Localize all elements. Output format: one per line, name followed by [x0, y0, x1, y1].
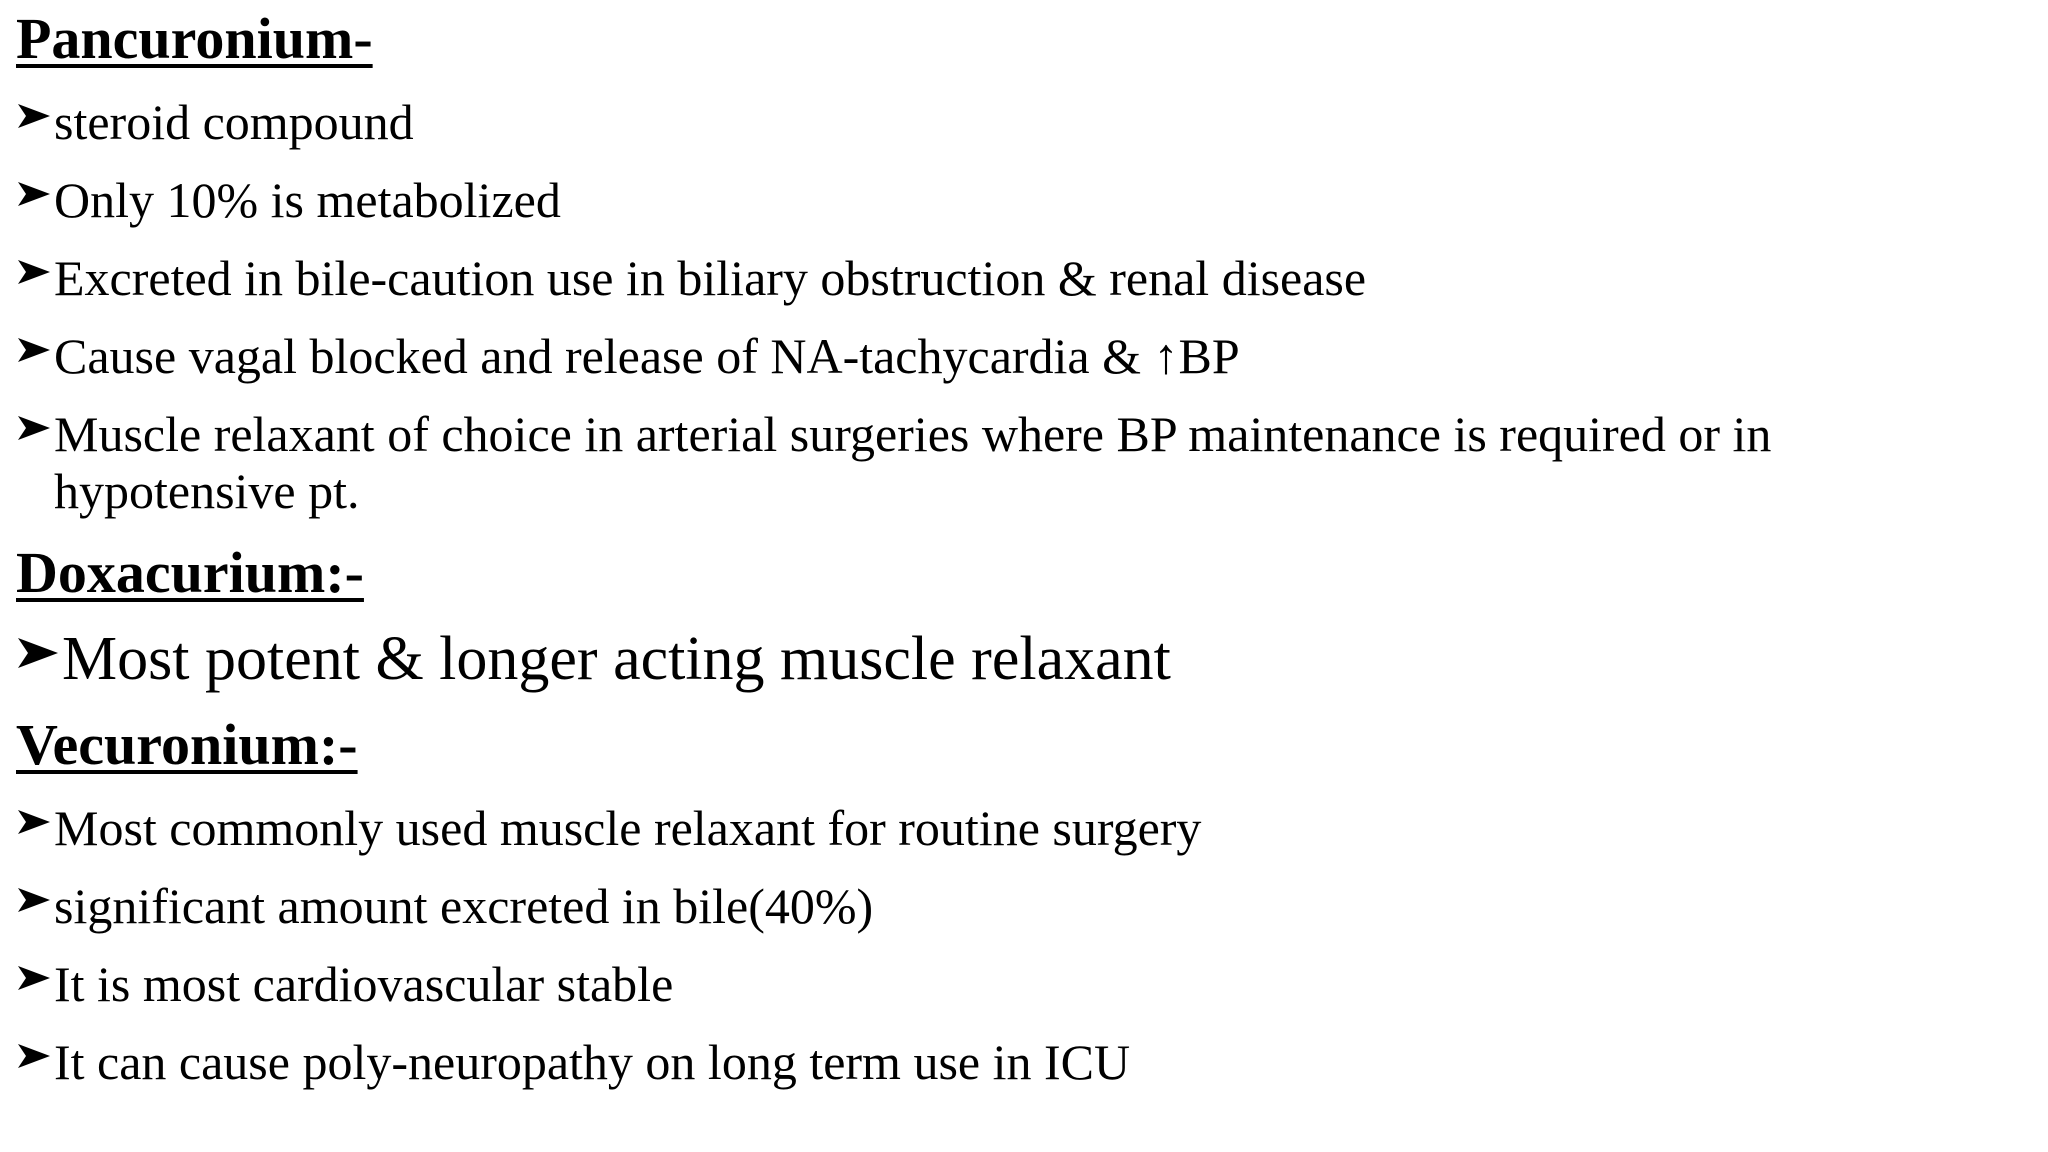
- arrowhead-bullet-icon: [16, 878, 54, 918]
- heading-vecuronium: Vecuronium:-: [16, 712, 358, 777]
- arrowhead-bullet-icon: [16, 626, 62, 676]
- heading-doxacurium: Doxacurium:-: [16, 540, 364, 605]
- bullet-vecuronium-1: [16, 800, 1201, 857]
- bullet-text: Most commonly used muscle relaxant for routine surgery: [54, 800, 1202, 856]
- bullet-text: Excreted in bile-caution use in biliary obstruction & renal disease: [54, 250, 1367, 306]
- bullet-pancuronium-5: [16, 406, 1854, 520]
- arrowhead-bullet-icon: [16, 406, 54, 446]
- bullet-vecuronium-2: [16, 878, 873, 935]
- bullet-text: steroid compound: [54, 94, 414, 150]
- bullet-text: It can cause poly-neuropathy on long term use in ICU: [54, 1034, 1131, 1090]
- bullet-text: It is most cardiovascular stable: [54, 956, 674, 1012]
- arrowhead-bullet-icon: [16, 328, 54, 368]
- bullet-text: Only 10% is metabolized: [54, 172, 561, 228]
- bullet-pancuronium-2: [16, 172, 561, 229]
- arrowhead-bullet-icon: [16, 94, 54, 134]
- arrowhead-bullet-icon: [16, 250, 54, 290]
- bullet-text: Muscle relaxant of choice in arterial surgeries where BP maintenance is required or in hypotensive pt.: [54, 406, 1772, 519]
- bullet-pancuronium-3: [16, 250, 1366, 307]
- bullet-vecuronium-4: [16, 1034, 1130, 1091]
- arrowhead-bullet-icon: [16, 956, 54, 996]
- bullet-vecuronium-3: [16, 956, 673, 1013]
- heading-pancuronium: Pancuronium-: [16, 6, 373, 71]
- bullet-text: Cause vagal blocked and release of NA-tachycardia & ↑BP: [54, 328, 1240, 384]
- bullet-pancuronium-4: [16, 328, 1240, 385]
- arrowhead-bullet-icon: [16, 1034, 54, 1074]
- bullet-text: Most potent & longer acting muscle relaxant: [62, 625, 1171, 693]
- arrowhead-bullet-icon: [16, 172, 54, 212]
- bullet-doxacurium-1: [16, 626, 1171, 692]
- arrowhead-bullet-icon: [16, 800, 54, 840]
- bullet-text: significant amount excreted in bile(40%): [54, 878, 874, 934]
- bullet-pancuronium-1: [16, 94, 414, 151]
